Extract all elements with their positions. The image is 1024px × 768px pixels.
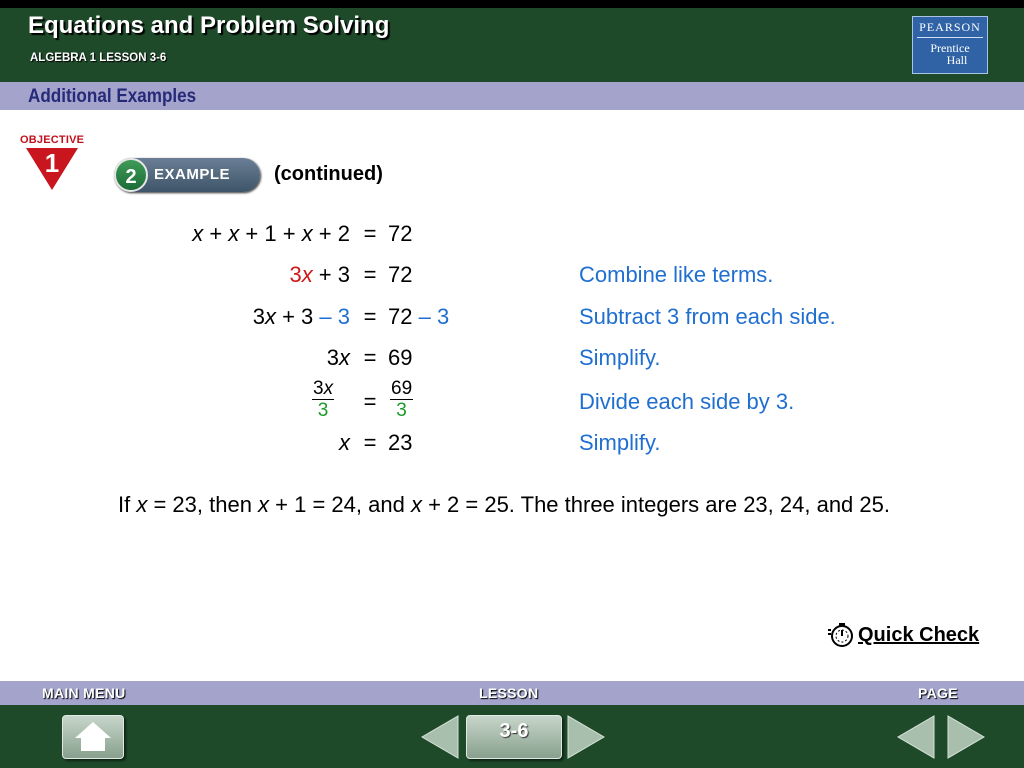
step-5-note: Divide each side by 3. <box>579 389 795 414</box>
coefficient: 3 <box>289 262 302 287</box>
step-2-note: Combine like terms. <box>579 262 774 287</box>
logo-line-2: Prentice <box>930 41 970 55</box>
stopwatch-icon <box>828 622 854 648</box>
var-x: x <box>264 304 276 329</box>
step-6-equals: = <box>363 430 377 455</box>
fraction-denominator: 3 <box>396 400 407 421</box>
var-x: x <box>136 492 148 517</box>
step-3-note: Subtract 3 from each side. <box>579 304 836 329</box>
step-4-equals: = <box>363 345 377 370</box>
step-3-lhs <box>100 304 350 330</box>
step-1-lhs <box>100 221 350 247</box>
lesson-next-arrow-icon[interactable] <box>566 714 606 760</box>
rhs-fraction <box>390 378 413 421</box>
step-1-equals: = <box>363 221 377 246</box>
var-x: x <box>339 345 350 370</box>
step-3-equals: = <box>363 304 377 329</box>
page-title: Equations and Problem Solving <box>28 12 390 39</box>
coefficient: 3 <box>252 304 265 329</box>
step-6-lhs <box>100 430 350 456</box>
step-2-rhs: 72 <box>388 262 413 287</box>
term: + 3 <box>312 262 350 287</box>
page-label: PAGE <box>918 685 958 701</box>
step-2-equals: = <box>363 262 377 287</box>
quick-check-link[interactable] <box>828 622 979 648</box>
step-6-note: Simplify. <box>579 430 661 455</box>
var-x: x <box>301 262 313 287</box>
var-x: x <box>258 492 270 517</box>
logo-line-1: PEARSON <box>917 20 983 38</box>
objective-triangle-icon <box>22 146 82 192</box>
step-5-lhs <box>312 378 334 421</box>
page-next-arrow-icon[interactable] <box>946 714 986 760</box>
var-x: x <box>301 221 313 246</box>
var-x: x <box>228 221 240 246</box>
subtracted-term: – 3 <box>319 304 350 329</box>
main-menu-home-button[interactable] <box>62 715 124 759</box>
lesson-previous-arrow-icon[interactable] <box>420 714 460 760</box>
objective-number: 1 <box>44 148 60 178</box>
fraction-denominator: 3 <box>317 400 329 421</box>
lesson-label: LESSON <box>479 685 539 701</box>
term: + <box>203 221 229 246</box>
term: 72 <box>388 304 419 329</box>
page-previous-arrow-icon[interactable] <box>896 714 936 760</box>
step-5-equals: = <box>363 389 377 414</box>
term: + 2 <box>312 221 350 246</box>
var-x: x <box>192 221 204 246</box>
quick-check-label[interactable]: Quick Check <box>858 623 980 646</box>
term: + 3 <box>275 304 320 329</box>
coefficient: 3 <box>326 345 339 370</box>
step-2-lhs <box>100 262 350 288</box>
main-menu-label: MAIN MENU <box>42 685 126 701</box>
example-label: EXAMPLE <box>154 166 231 183</box>
step-6-rhs: 23 <box>388 430 413 455</box>
step-4-note: Simplify. <box>579 345 661 370</box>
lhs-fraction <box>312 378 334 421</box>
logo-line-3: Hall <box>946 53 968 67</box>
continued-label: (continued) <box>274 163 383 185</box>
step-3-rhs <box>388 304 449 330</box>
subtracted-term: – 3 <box>418 304 450 329</box>
objective-label: OBJECTIVE <box>20 134 85 146</box>
pearson-prentice-hall-logo <box>912 16 988 74</box>
fraction-numerator: 3x <box>313 378 334 399</box>
lesson-subtitle: ALGEBRA 1 LESSON 3-6 <box>30 52 167 64</box>
home-icon <box>63 716 123 758</box>
fraction-numerator: 69 <box>391 378 413 399</box>
step-1-rhs: 72 <box>388 221 413 246</box>
step-5-rhs <box>390 378 413 421</box>
lesson-number: 3-6 <box>499 720 529 742</box>
example-number: 2 <box>114 158 148 192</box>
var-x: x <box>339 430 350 455</box>
step-4-rhs: 69 <box>388 345 413 370</box>
step-4-lhs <box>100 345 350 371</box>
term: + 1 + <box>239 221 302 246</box>
section-title: Additional Examples <box>28 86 197 107</box>
var-x: x <box>410 492 422 517</box>
conclusion-text: If x = 23, then x + 1 = 24, and x + 2 = 25. The three integers are 23, 24, and 25. <box>118 492 890 517</box>
